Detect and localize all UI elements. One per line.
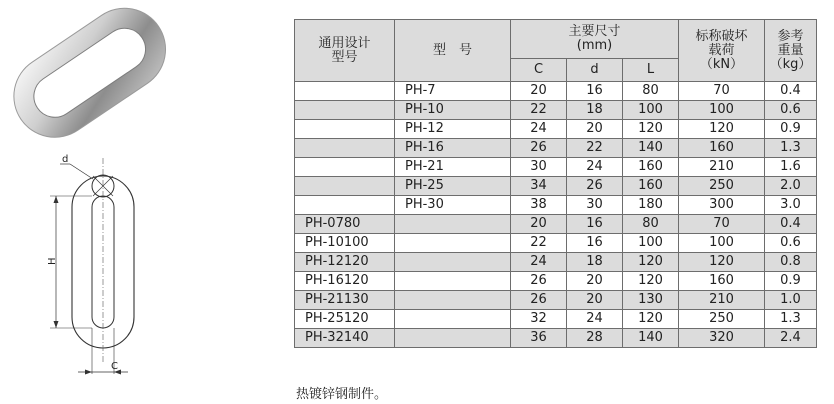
cell-L: 130 bbox=[623, 291, 679, 310]
cell-code bbox=[295, 101, 395, 120]
table-row bbox=[295, 158, 817, 177]
label-d: d bbox=[62, 154, 69, 165]
cell-load: 70 bbox=[679, 82, 765, 101]
cell-model: PH-21 bbox=[395, 158, 511, 177]
cell-d: 26 bbox=[567, 177, 623, 196]
cell-L: 100 bbox=[623, 101, 679, 120]
cell-L: 180 bbox=[623, 196, 679, 215]
cell-L: 160 bbox=[623, 158, 679, 177]
cell-load: 120 bbox=[679, 253, 765, 272]
cell-weight: 2.0 bbox=[765, 177, 817, 196]
cell-load: 320 bbox=[679, 329, 765, 348]
cell-model: PH-25 bbox=[395, 177, 511, 196]
cell-C: 38 bbox=[511, 196, 567, 215]
cell-code bbox=[295, 177, 395, 196]
cell-C: 26 bbox=[511, 272, 567, 291]
cell-weight: 0.8 bbox=[765, 253, 817, 272]
figure-panel bbox=[0, 0, 290, 404]
table-row bbox=[295, 253, 817, 272]
cell-d: 30 bbox=[567, 196, 623, 215]
header-L: L bbox=[623, 59, 679, 82]
cell-code: PH-12120 bbox=[295, 253, 395, 272]
cell-load: 160 bbox=[679, 272, 765, 291]
dimension-drawing bbox=[30, 148, 160, 380]
cell-L: 80 bbox=[623, 215, 679, 234]
table-row bbox=[295, 82, 817, 101]
cell-weight: 2.4 bbox=[765, 329, 817, 348]
cell-d: 22 bbox=[567, 139, 623, 158]
cell-load: 120 bbox=[679, 120, 765, 139]
table-row bbox=[295, 139, 817, 158]
header-C: C bbox=[511, 59, 567, 82]
cell-load: 300 bbox=[679, 196, 765, 215]
table-row bbox=[295, 196, 817, 215]
cell-code: PH-25120 bbox=[295, 310, 395, 329]
table-row bbox=[295, 215, 817, 234]
cell-load: 160 bbox=[679, 139, 765, 158]
cell-model bbox=[395, 234, 511, 253]
cell-C: 30 bbox=[511, 158, 567, 177]
header-d: d bbox=[567, 59, 623, 82]
cell-weight: 1.6 bbox=[765, 158, 817, 177]
cell-L: 120 bbox=[623, 272, 679, 291]
cell-code bbox=[295, 82, 395, 101]
label-C: C bbox=[111, 361, 118, 372]
cell-C: 22 bbox=[511, 234, 567, 253]
cell-load: 100 bbox=[679, 234, 765, 253]
cell-C: 32 bbox=[511, 310, 567, 329]
cell-L: 100 bbox=[623, 234, 679, 253]
cell-L: 160 bbox=[623, 177, 679, 196]
cell-model: PH-10 bbox=[395, 101, 511, 120]
cell-model: PH-12 bbox=[395, 120, 511, 139]
cell-C: 26 bbox=[511, 139, 567, 158]
cell-model: PH-16 bbox=[395, 139, 511, 158]
spec-table-body bbox=[295, 82, 817, 348]
cell-load: 250 bbox=[679, 177, 765, 196]
cell-d: 20 bbox=[567, 291, 623, 310]
label-H: H bbox=[47, 257, 58, 265]
cell-weight: 1.3 bbox=[765, 310, 817, 329]
cell-load: 210 bbox=[679, 291, 765, 310]
cell-d: 16 bbox=[567, 234, 623, 253]
cell-d: 18 bbox=[567, 253, 623, 272]
cell-code: PH-21130 bbox=[295, 291, 395, 310]
cell-weight: 0.6 bbox=[765, 101, 817, 120]
cell-code bbox=[295, 158, 395, 177]
cell-d: 16 bbox=[567, 82, 623, 101]
cell-model bbox=[395, 329, 511, 348]
cell-weight: 1.0 bbox=[765, 291, 817, 310]
cell-L: 120 bbox=[623, 310, 679, 329]
cell-L: 80 bbox=[623, 82, 679, 101]
cell-code: PH-0780 bbox=[295, 215, 395, 234]
cell-code: PH-32140 bbox=[295, 329, 395, 348]
spec-table-header bbox=[295, 20, 817, 82]
cell-weight: 0.9 bbox=[765, 272, 817, 291]
table-row bbox=[295, 329, 817, 348]
cell-code bbox=[295, 139, 395, 158]
spec-table bbox=[294, 19, 817, 348]
cell-weight: 0.9 bbox=[765, 120, 817, 139]
cell-model bbox=[395, 215, 511, 234]
header-weight: 参考 重量 （kg） bbox=[765, 20, 817, 82]
cell-model: PH-30 bbox=[395, 196, 511, 215]
header-main-dims: 主要尺寸 (mm) bbox=[511, 20, 679, 59]
cell-code bbox=[295, 196, 395, 215]
table-row bbox=[295, 272, 817, 291]
cell-model: PH-7 bbox=[395, 82, 511, 101]
header-load: 标称破坏 载荷 （kN） bbox=[679, 20, 765, 82]
header-design-model: 通用设计 型号 bbox=[295, 20, 395, 82]
table-row bbox=[295, 234, 817, 253]
cell-d: 24 bbox=[567, 310, 623, 329]
table-row bbox=[295, 177, 817, 196]
cell-model bbox=[395, 253, 511, 272]
table-row bbox=[295, 101, 817, 120]
cell-d: 18 bbox=[567, 101, 623, 120]
cell-code: PH-16120 bbox=[295, 272, 395, 291]
cell-L: 120 bbox=[623, 253, 679, 272]
table-row bbox=[295, 120, 817, 139]
cell-code: PH-10100 bbox=[295, 234, 395, 253]
footnote: 热镀锌钢制件。 bbox=[296, 387, 388, 402]
cell-load: 100 bbox=[679, 101, 765, 120]
cell-C: 24 bbox=[511, 253, 567, 272]
cell-C: 20 bbox=[511, 82, 567, 101]
cell-C: 22 bbox=[511, 101, 567, 120]
cell-C: 24 bbox=[511, 120, 567, 139]
cell-L: 120 bbox=[623, 120, 679, 139]
cell-model bbox=[395, 310, 511, 329]
cell-weight: 1.3 bbox=[765, 139, 817, 158]
cell-weight: 0.4 bbox=[765, 215, 817, 234]
cell-C: 34 bbox=[511, 177, 567, 196]
cell-code bbox=[295, 120, 395, 139]
cell-d: 24 bbox=[567, 158, 623, 177]
cell-weight: 0.4 bbox=[765, 82, 817, 101]
cell-L: 140 bbox=[623, 139, 679, 158]
cell-weight: 3.0 bbox=[765, 196, 817, 215]
cell-model bbox=[395, 291, 511, 310]
table-row bbox=[295, 310, 817, 329]
cell-C: 26 bbox=[511, 291, 567, 310]
header-model: 型 号 bbox=[395, 20, 511, 82]
cell-load: 250 bbox=[679, 310, 765, 329]
table-row bbox=[295, 291, 817, 310]
cell-load: 210 bbox=[679, 158, 765, 177]
extension-link-photo bbox=[0, 0, 170, 140]
cell-load: 70 bbox=[679, 215, 765, 234]
cell-d: 20 bbox=[567, 120, 623, 139]
cell-d: 16 bbox=[567, 215, 623, 234]
cell-d: 20 bbox=[567, 272, 623, 291]
cell-weight: 0.6 bbox=[765, 234, 817, 253]
cell-model bbox=[395, 272, 511, 291]
cell-d: 28 bbox=[567, 329, 623, 348]
cell-C: 36 bbox=[511, 329, 567, 348]
cell-C: 20 bbox=[511, 215, 567, 234]
cell-L: 140 bbox=[623, 329, 679, 348]
